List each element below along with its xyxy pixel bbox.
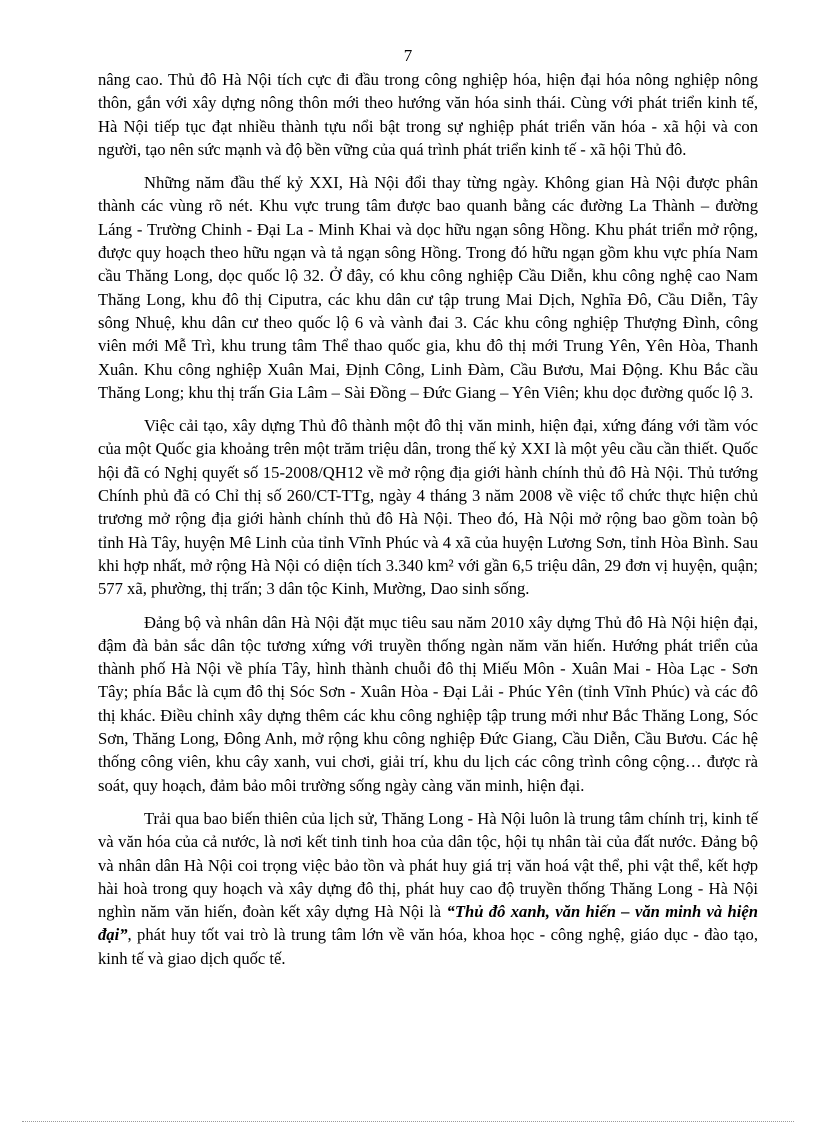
paragraph-5: [98, 807, 758, 970]
document-body: [98, 68, 758, 980]
paragraph-3: Việc cải tạo, xây dựng Thủ đô thành một đô thị văn minh, hiện đại, xứng đáng với tầm vóc của một Quốc gia khoảng trên một trăm triệu dân, trong thế kỷ XXI là một yêu cầu cần thiết. Quốc hội đã có Nghị quyết số 15-2008/QH12 về mở rộng địa giới hành chính thủ đô Hà Nội. Thủ tướng Chính phủ đã có Chỉ thị số 260/CT-TTg, ngày 4 tháng 3 năm 2008 về việc tổ chức thực hiện chủ trương mở rộng địa giới hành chính thủ đô Hà Nội. Theo đó, Hà Nội mở rộng bao gồm toàn bộ tỉnh Hà Tây, huyện Mê Linh của tỉnh Vĩnh Phúc và 4 xã của huyện Lương Sơn, tỉnh Hòa Bình. Sau khi hợp nhất, mở rộng Hà Nội có diện tích 3.340 km² với gần 6,5 triệu dân, 29 đơn vị huyện, quận; 577 xã, phường, thị trấn; 3 dân tộc Kinh, Mường, Dao sinh sống.: [98, 416, 758, 599]
paragraph-1: nâng cao. Thủ đô Hà Nội tích cực đi đầu trong công nghiệp hóa, hiện đại hóa nông nghiệp nông thôn, gắn với xây dựng nông thôn mới theo hướng văn hóa sinh thái. Cùng với phát triển kinh tế, Hà Nội tiếp tục đạt nhiều thành tựu nổi bật trong sự nghiệp phát triển văn hóa - xã hội và con người, tạo nên sức mạnh và độ bền vững của quá trình phát triển kinh tế - xã hội Thủ đô.: [98, 70, 758, 159]
paragraph-2: Những năm đầu thế kỷ XXI, Hà Nội đổi thay từng ngày. Không gian Hà Nội được phân thành các vùng rõ nét. Khu vực trung tâm được bao quanh bằng các đường La Thành – đường Láng - Trường Chinh - Đại La - Minh Khai và dọc hữu ngạn sông Hồng. Khu phát triển mở rộng, được quy hoạch theo hữu ngạn và tả ngạn sông Hồng. Trong đó hữu ngạn gồm khu vực phía Nam cầu Thăng Long, dọc quốc lộ 32. Ở đây, có khu công nghiệp Cầu Diễn, khu công nghệ cao Nam Thăng Long, khu đô thị Ciputra, các khu dân cư tập trung Mai Dịch, Nghĩa Đô, Cầu Diễn, Tây sông Nhuệ, khu dân cư theo quốc lộ 6 và vành đai 3. Các khu công nghiệp Thượng Đình, công viên mới Mễ Trì, khu trung tâm Thể thao quốc gia, khu đô thị mới Trung Yên, Yên Hòa, Thanh Xuân. Khu công nghiệp Xuân Mai, Định Công, Linh Đàm, Cầu Bươu, Mai Động. Khu Bắc cầu Thăng Long; khu thị trấn Gia Lâm – Sài Đồng – Đức Giang – Yên Viên; khu dọc đường quốc lộ 3.: [98, 173, 758, 402]
paragraph-5-emphasis: “Thủ đô xanh, văn hiến – văn minh và hiện đại”: [98, 902, 758, 945]
paragraph-5-text-after: , phát huy tốt vai trò là trung tâm lớn về văn hóa, khoa học - công nghệ, giáo dục - đào tạo, kinh tế và giao dịch quốc tế.: [98, 925, 758, 968]
page-bottom-rule: [22, 1121, 794, 1122]
paragraph-5-text-before: Trải qua bao biến thiên của lịch sử, Thăng Long - Hà Nội luôn là trung tâm chính trị, kinh tế và văn hóa của cả nước, là nơi kết tinh tinh hoa của dân tộc, hội tụ nhân tài của đất nước. Đảng bộ và nhân dân Hà Nội coi trọng việc bảo tồn và phát huy giá trị văn hoá vật thể, phi vật thể, kết hợp hài hoà trong quy hoạch và xây dựng đô thị, phát huy cao độ truyền thống Thăng Long - Hà Nội nghìn năm văn hiến, đoàn kết xây dựng Hà Nội là: [98, 808, 758, 922]
paragraph-4: Đảng bộ và nhân dân Hà Nội đặt mục tiêu sau năm 2010 xây dựng Thủ đô Hà Nội hiện đại, đậm đà bản sắc dân tộc tương xứng với truyền thống ngàn năm văn hiến. Hướng phát triển của thành phố Hà Nội về phía Tây, hình thành chuỗi đô thị Miếu Môn - Xuân Mai - Hòa Lạc - Sơn Tây; phía Bắc là cụm đô thị Sóc Sơn - Xuân Hòa - Đại Lải - Phúc Yên (tỉnh Vĩnh Phúc) và các đô thị khác. Điều chỉnh xây dựng thêm các khu công nghiệp tập trung mới như Bắc Thăng Long, Sóc Sơn, Thăng Long, Đông Anh, mở rộng khu công nghiệp Đức Giang, Cầu Diễn, Cầu Bươu. Các hệ thống công viên, khu cây xanh, vui chơi, giải trí, khu du lịch các công trình công cộng… được rà soát, quy hoạch, đảm bảo môi trường sống ngày càng văn minh, hiện đại.: [98, 612, 758, 795]
page-number: 7: [403, 46, 413, 65]
